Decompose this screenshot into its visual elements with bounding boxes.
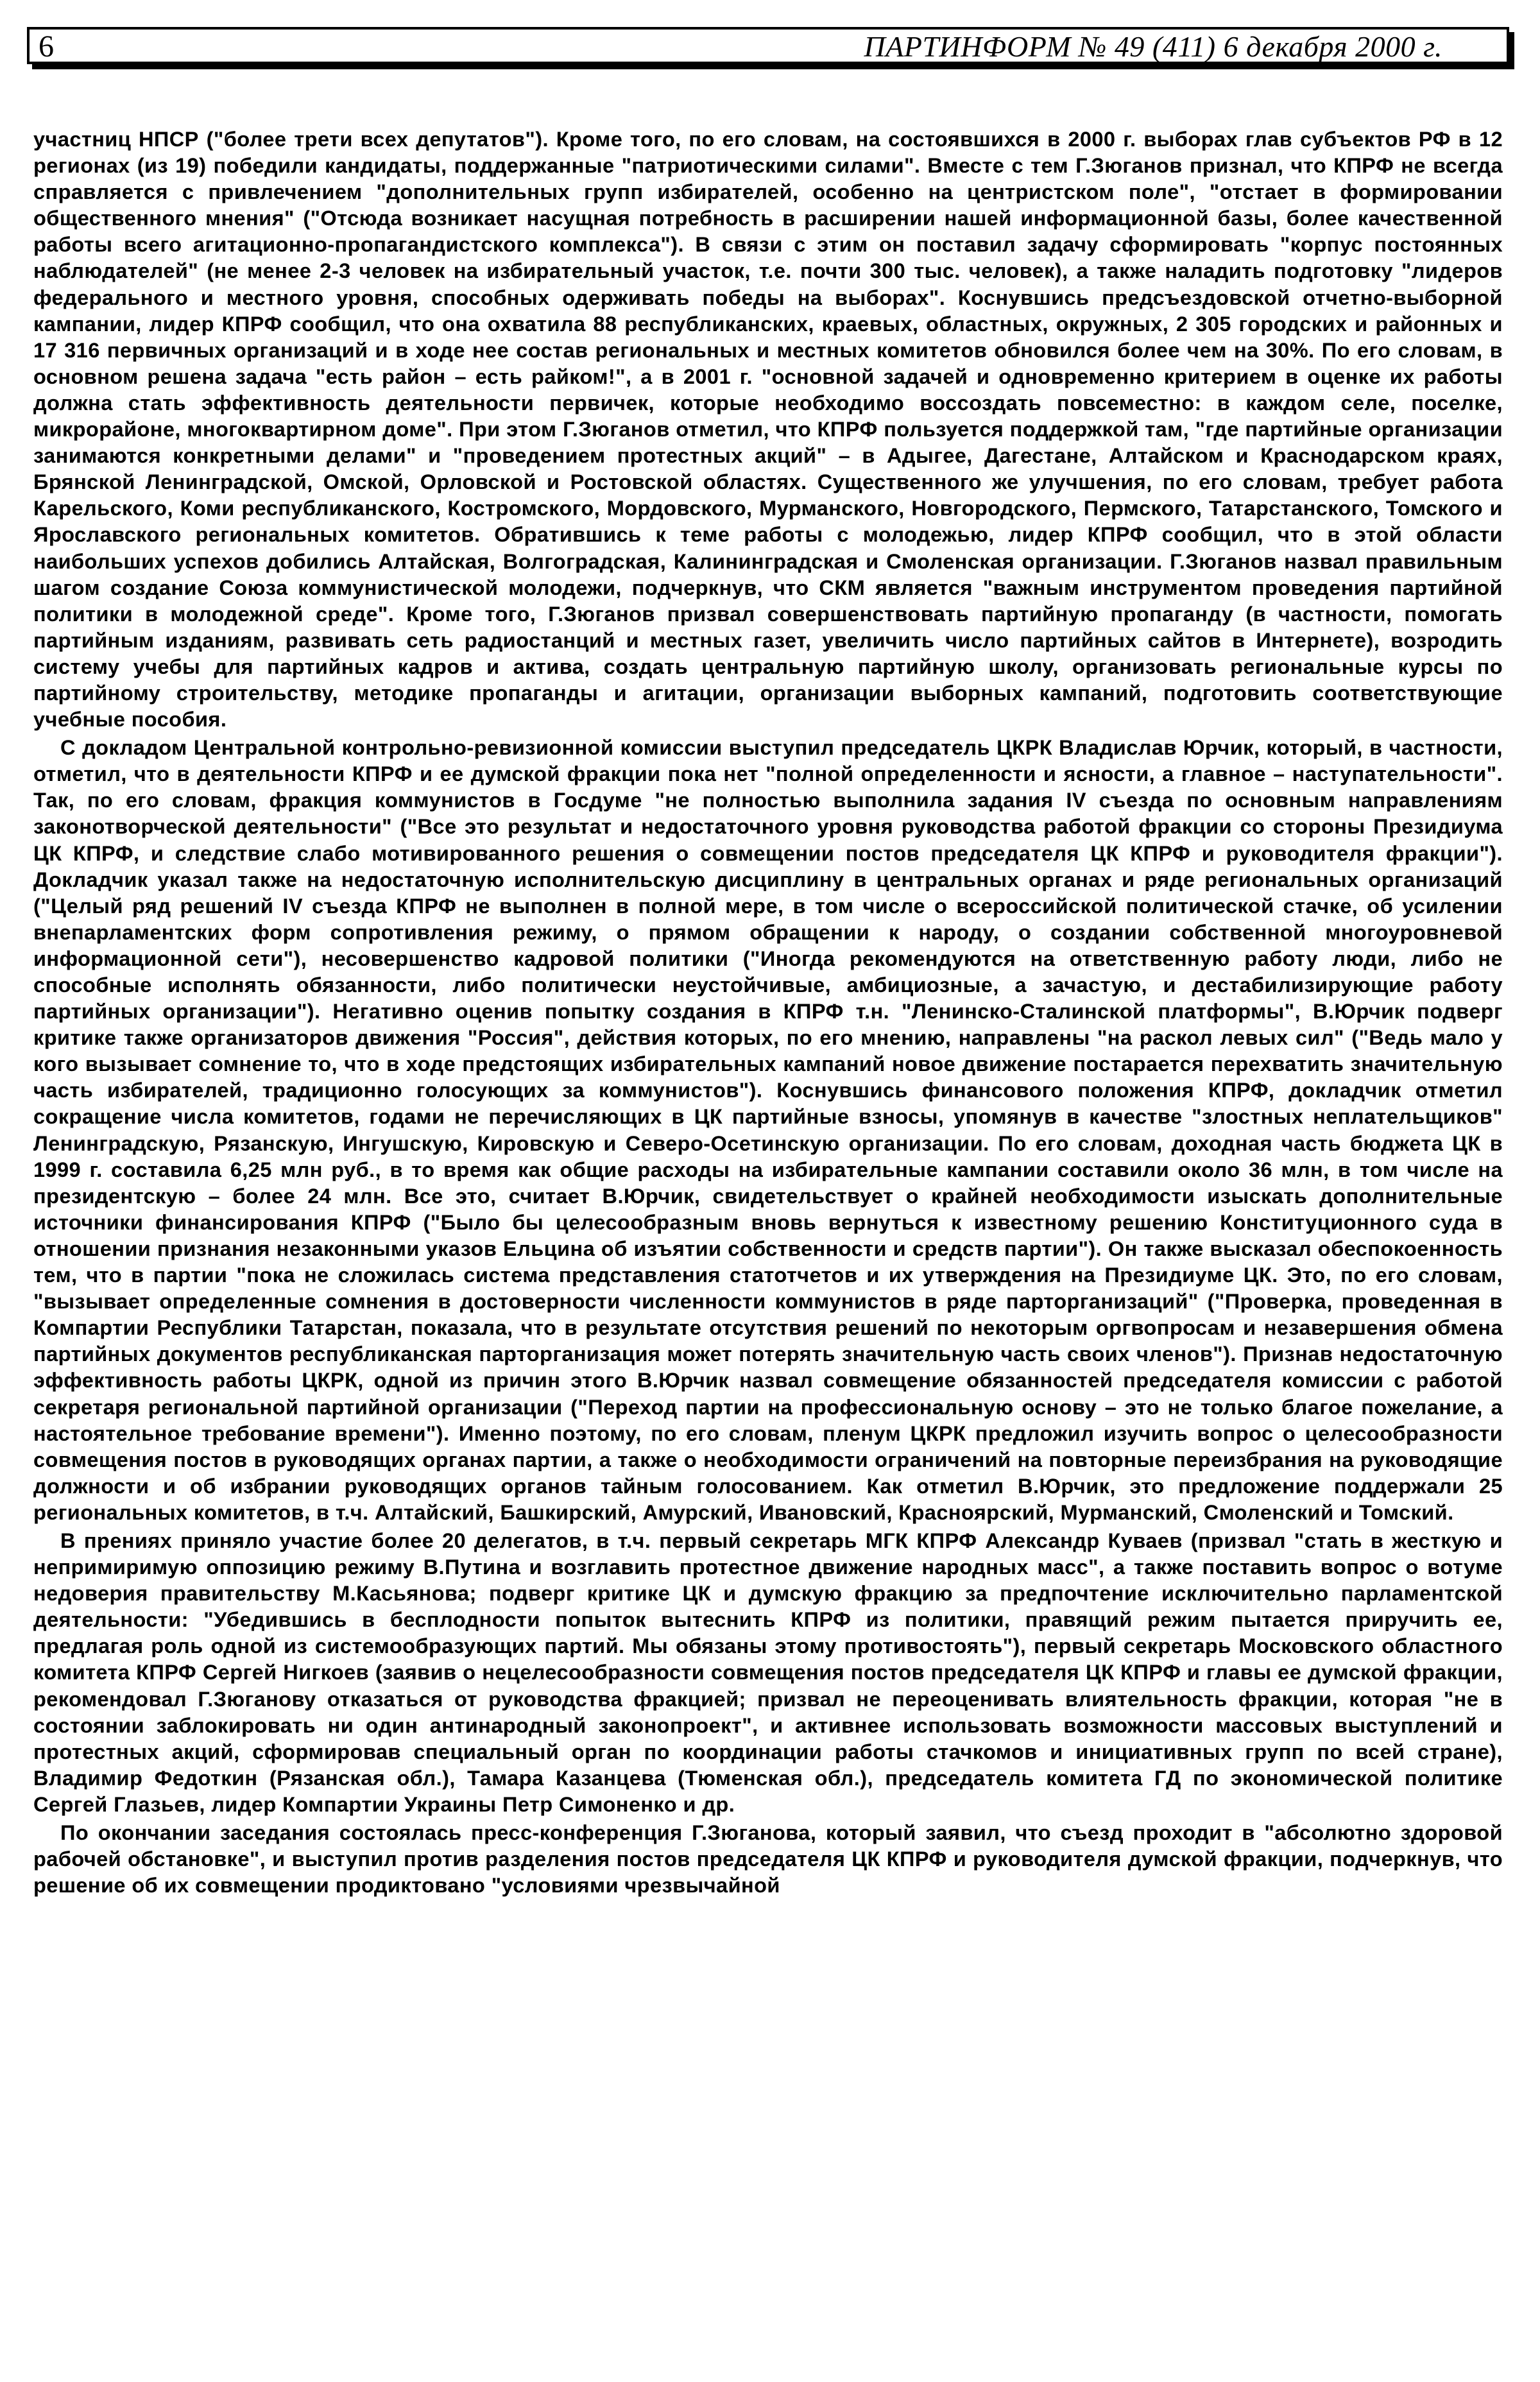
article-paragraph: участниц НПСР ("более трети всех депутатов"). Кроме того, по его словам, на состоявшихся в 2000 г. выборах глав субъектов РФ в 12 регионах (из 19) победили кандидаты, поддержанные "патриотическими силами". Вместе с тем Г.Зюганов признал, что КПРФ не всегда справляется с привлечением "дополнительных групп избирателей, особенно на центристском поле", "отстает в формировании общественного мнения" ("Отсюда возникает насущная потребность в расширении нашей информационной базы, более качественной работы всего агитационно-пропагандистского комплекса"). В связи с этим он поставил задачу сформировать "корпус постоянных наблюдателей" (не менее 2-3 человек на избирательный участок, т.е. почти 300 тыс. человек), а также наладить подготовку "лидеров федерального и местного уровня, способных одерживать победы на выборах". Коснувшись предсъездовской отчетно-выборной кампании, лидер КПРФ сообщил, что она охватила 88 республиканских, краевых, областных, окружных, 2 305 городских и районных и 17 316 первичных организаций и в ходе нее состав региональных и местных комитетов обновился более чем на 30%. По его словам, в основном решена задача "есть район – есть райком!", а в 2001 г. "основной задачей и одновременно критерием в оценке их работы должна стать эффективность деятельности первичек, которые необходимо воссоздать повсеместно: в каждом селе, поселке, микрорайоне, многоквартирном доме". При этом Г.Зюганов отметил, что КПРФ пользуется поддержкой там, "где партийные организации занимаются конкретными делами" и "проведением протестных акций" – в Адыгее, Дагестане, Алтайском и Краснодарском краях, Брянской Ленинградской, Омской, Орловской и Ростовской областях. Существенного же улучшения, по его словам, требует работа Карельского, Коми республиканского, Костромского, Мордовского, Мурманского, Новгородского, Пермского, Татарстанского, Томского и Ярославского региональных комитетов. Обратившись к теме работы с молодежью, лидер КПРФ сообщил, что в этой области наибольших успехов добились Алтайская, Волгоградская, Калининградская и Смоленская организации. Г.Зюганов назвал правильным шагом создание Союза коммунистической молодежи, подчеркнув, что СКМ является "важным инструментом проведения партийной политики в молодежной среде". Кроме того, Г.Зюганов призвал совершенствовать партийную пропаганду (в частности, помогать партийным изданиям, развивать сеть радиостанций и местных газет, увеличить число партийных сайтов в Интернете), возродить систему учебы для партийных кадров и актива, создать центральную партийную школу, организовать региональные курсы по партийному строительству, методике пропаганды и агитации, организации выборных кампаний, подготовить соответствующие учебные пособия. <box>33 127 1503 732</box>
article-paragraph: С докладом Центральной контрольно-ревизионной комиссии выступил председатель ЦКРК Владислав Юрчик, который, в частности, отметил, что в деятельности КПРФ и ее думской фракции пока нет "полной определенности и ясности, а главное – наступательности". Так, по его словам, фракция коммунистов в Госдуме "не полностью выполнила задания IV съезда по основным направлениям законотворческой деятельности" ("Все это результат и недостаточного уровня руководства работой фракции со стороны Президиума ЦК КПРФ, и следствие слабо мотивированного решения о совмещении постов председателя ЦК КПРФ и руководителя фракции"). Докладчик указал также на недостаточную исполнительскую дисциплину в центральных органах и ряде региональных организаций ("Целый ряд решений IV съезда КПРФ не выполнен в полной мере, в том числе о всероссийской политической стачке, об усилении внепарламентских форм сопротивления режиму, о прямом обращении к народу, о создании собственной многоуровневой информационной сети"), несовершенство кадровой политики ("Иногда рекомендуются на ответственную работу люди, либо не способные исполнять обязанности, либо политически неустойчивые, амбициозные, а зачастую, и дестабилизирующие работу партийных организации"). Негативно оценив попытку создания в КПРФ т.н. "Ленинско-Сталинской платформы", В.Юрчик подверг критике также организаторов движения "Россия", действия которых, по его мнению, направлены "на раскол левых сил" ("Ведь мало у кого вызывает сомнение то, что в ходе предстоящих избирательных кампаний новое движение постарается перехватить значительную часть избирателей, традиционно голосующих за коммунистов"). Коснувшись финансового положения КПРФ, докладчик отметил сокращение числа комитетов, годами не перечисляющих в ЦК партийные взносы, упомянув в качестве "злостных неплательщиков" Ленинградскую, Рязанскую, Ингушскую, Кировскую и Северо-Осетинскую организации. По его словам, доходная часть бюджета ЦК в 1999 г. составила 6,25 млн руб., в то время как общие расходы на избирательные кампании составили около 36 млн, в том числе на президентскую – более 24 млн. Все это, считает В.Юрчик, свидетельствует о крайней необходимости изыскать дополнительные источники финансирования КПРФ ("Было бы целесообразным вновь вернуться к известному решению Конституционного суда в отношении признания незаконными указов Ельцина об изъятии собственности и средств партии"). Он также высказал обеспокоенность тем, что в партии "пока не сложилась система представления статотчетов и их утверждения на Президиуме ЦК. Это, по его словам, "вызывает определенные сомнения в достоверности численности коммунистов в ряде парторганизаций" ("Проверка, проведенная в Компартии Республики Татарстан, показала, что в результате отсутствия решений по некоторым оргвопросам и незавершения обмена партийных документов республиканская парторганизация может потерять значительную часть своих членов"). Признав недостаточную эффективность работы ЦКРК, одной из причин этого В.Юрчик назвал совмещение обязанностей председателя комиссии с работой секретаря региональной партийной организации ("Переход партии на профессиональную основу – это не только благое пожелание, а настоятельное требование времени"). Именно поэтому, по его словам, пленум ЦКРК предложил изучить вопрос о целесообразности совмещения постов в руководящих органах партии, а также о необходимости ограничений на повторные переизбрания на руководящие должности и об избрании руководящих органов тайным голосованием. Как отметил В.Юрчик, это предложение поддержали 25 региональных комитетов, в т.ч. Алтайский, Башкирский, Амурский, Ивановский, Красноярский, Мурманский, Смоленский и Томский. <box>33 735 1503 1524</box>
page-number: 6 <box>38 30 54 64</box>
article-body <box>33 126 1503 1898</box>
page-header <box>27 27 1509 64</box>
article-paragraph: В прениях приняло участие более 20 делегатов, в т.ч. первый секретарь МГК КПРФ Александр Куваев (призвал "стать в жесткую и непримиримую оппозицию режиму В.Путина и возглавить протестное движение народных масс", а также поставить вопрос о вотуме недоверия правительству М.Касьянова; подверг критике ЦК и думскую фракцию за предпочтение исключительно парламентской деятельности: "Убедившись в бесплодности попыток вытеснить КПРФ из политики, правящий режим пытается приручить ее, предлагая роль одной из системообразующих партий. Мы обязаны этому противостоять"), первый секретарь Московского областного комитета КПРФ Сергей Нигкоев (заявив о нецелесообразности совмещения постов председателя ЦК КПРФ и главы ее думской фракции, рекомендовал Г.Зюганову отказаться от руководства фракцией; призвал не переоценивать влиятельность фракции, которая "не в состоянии заблокировать ни один антинародный законопроект", и активнее использовать возможности массовых выступлений и протестных акций, сформировав специальный орган по координации работы стачкомов и инициативных групп по всей стране), Владимир Федоткин (Рязанская обл.), Тамара Казанцева (Тюменская обл.), председатель комитета ГД по экономической политике Сергей Глазьев, лидер Компартии Украины Петр Симоненко и др. <box>33 1528 1503 1816</box>
article-paragraph: По окончании заседания состоялась пресс-конференция Г.Зюганова, который заявил, что съезд проходит в "абсолютно здоровой рабочей обстановке", и выступил против разделения постов председателя ЦК КПРФ и руководителя думской фракции, подчеркнув, что решение об их совмещении продиктовано "условиями чрезвычайной <box>33 1821 1503 1898</box>
issue-title: ПАРТИНФОРМ № 49 (411) 6 декабря 2000 г. <box>864 30 1442 63</box>
